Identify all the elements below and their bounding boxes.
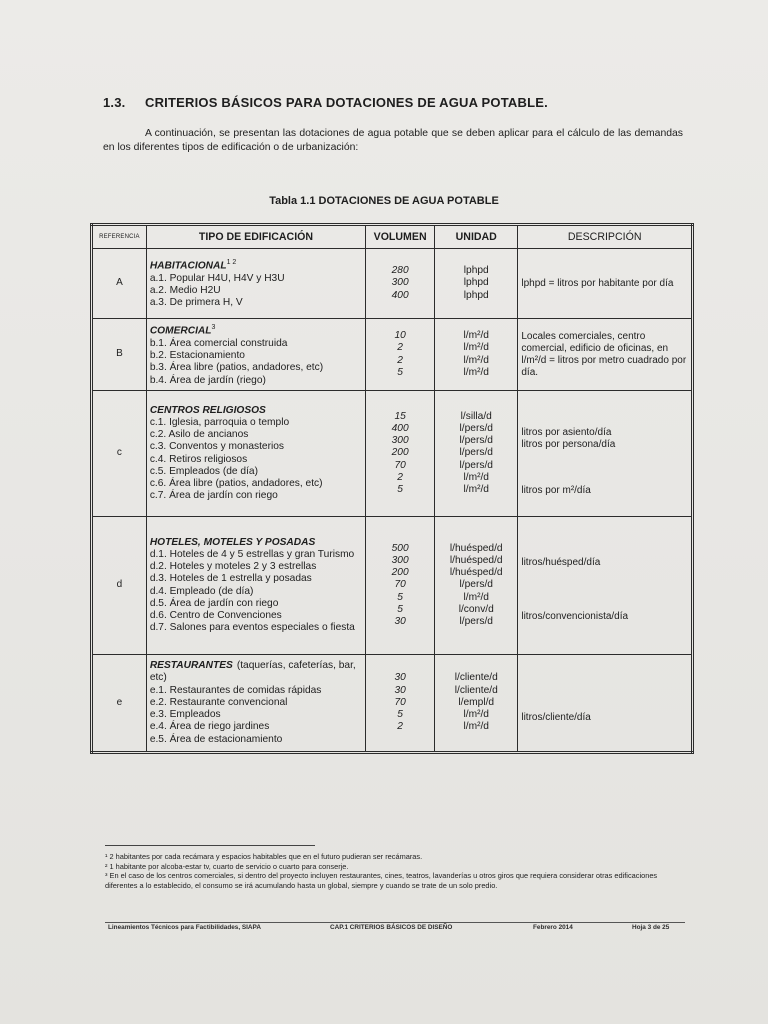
- volume-value: 2: [397, 342, 403, 354]
- description-text: l/m²/d = litros por metro cuadrado por día.: [521, 354, 687, 378]
- unit-value: lphpd: [463, 265, 489, 277]
- item-label: d.2. Hoteles y moteles 2 y 3 estrellas: [149, 561, 317, 573]
- row-volumen: [366, 391, 435, 517]
- dotaciones-table: [90, 223, 694, 754]
- unit-value: l/pers/d: [459, 616, 493, 627]
- footer-date: Febrero 2014: [533, 924, 573, 931]
- description-text: litros/cliente/día: [521, 712, 591, 723]
- volume-value: 70: [394, 696, 406, 708]
- category-name: COMERCIAL: [149, 325, 212, 337]
- row-volumen: [366, 249, 435, 319]
- description-text: litros por asiento/día: [521, 426, 612, 438]
- volume-value: 5: [397, 709, 403, 721]
- volume-value: 300: [391, 435, 409, 447]
- volume-value: 400: [391, 422, 409, 434]
- category-suffix: (taquerías, cafeterías, bar, etc): [149, 660, 356, 684]
- unit-value: l/huésped/d: [449, 554, 503, 566]
- header-descripcion: DESCRIPCIÓN: [518, 225, 693, 249]
- row-descripcion: [518, 517, 693, 655]
- table-row: [92, 319, 693, 391]
- footnote: ³ En el caso de los centros comerciales, si dentro del proyecto incluyen restaurantes, cines, teatros, lavanderías u otros giros que requiera considerar otras edificaciones diferentes a lo establecido, el consumo se irá acumulando hasta un global, siempre y cuando se trate de un solo predio.: [105, 871, 658, 890]
- footnotes: [105, 852, 690, 890]
- header-referencia: REFERENCIA: [92, 225, 147, 249]
- item-label: b.2. Estacionamiento: [149, 350, 245, 362]
- item-label: c.1. Iglesia, parroquia o templo: [149, 416, 290, 428]
- item-label: c.4. Retiros religiosos: [149, 453, 248, 465]
- unit-value: l/m²/d: [463, 330, 489, 342]
- volume-value: 70: [394, 579, 406, 591]
- item-label: c.2. Asilo de ancianos: [149, 429, 249, 441]
- unit-value: lphpd: [463, 289, 489, 301]
- volume-value: 280: [391, 265, 409, 277]
- volume-value: 5: [397, 366, 403, 378]
- category-name: CENTROS RELIGIOSOS: [149, 404, 266, 416]
- category-name: RESTAURANTES: [149, 660, 233, 672]
- unit-value: l/m²/d: [463, 342, 489, 354]
- description-text: litros/huésped/día: [521, 556, 601, 568]
- item-label: e.4. Área de riego jardines: [149, 721, 270, 733]
- item-label: d.5. Área de jardín con riego: [149, 597, 279, 609]
- item-label: e.5. Área de estacionamiento: [149, 733, 283, 745]
- unit-value: l/huésped/d: [449, 542, 503, 554]
- volume-value: 5: [397, 603, 403, 615]
- category-line: [150, 537, 362, 549]
- footer-center: CAP.1 CRITERIOS BÁSICOS DE DISEÑO: [330, 924, 453, 931]
- table-row: [92, 655, 693, 753]
- section-number: 1.3.: [103, 95, 126, 110]
- row-tipo: [146, 391, 365, 517]
- volume-value: 200: [391, 567, 409, 579]
- row-descripcion: [518, 391, 693, 517]
- description-text: litros/convencionista/día: [521, 610, 629, 622]
- category-name: HOTELES, MOTELES Y POSADAS: [149, 536, 316, 548]
- item-label: b.1. Área comercial construida: [149, 337, 288, 349]
- item-label: c.6. Área libre (patios, andadores, etc): [149, 477, 323, 489]
- volume-value: 300: [391, 277, 409, 289]
- unit-value: l/m²/d: [463, 354, 489, 366]
- unit-value: l/pers/d: [459, 459, 493, 471]
- category-line: [150, 405, 362, 417]
- row-unidad: [435, 249, 518, 319]
- category-name: HABITACIONAL: [149, 260, 227, 272]
- volume-value: 10: [394, 330, 406, 342]
- item-label: d.1. Hoteles de 4 y 5 estrellas y gran Turismo: [149, 548, 355, 560]
- row-reference: e: [92, 655, 147, 753]
- volume-value: 2: [397, 721, 403, 733]
- unit-value: lphpd: [463, 277, 489, 289]
- row-tipo: [146, 517, 365, 655]
- item-label: d.7. Salones para eventos especiales o fiesta: [149, 622, 355, 634]
- volume-value: 70: [394, 459, 406, 471]
- section-heading: [103, 95, 548, 110]
- unit-value: l/pers/d: [459, 435, 493, 447]
- row-descripcion: [518, 319, 693, 391]
- row-tipo: [146, 249, 365, 319]
- unit-value: l/cliente/d: [454, 672, 498, 684]
- row-volumen: [366, 655, 435, 753]
- volume-value: 30: [394, 672, 406, 684]
- header-volumen: VOLUMEN: [366, 225, 435, 249]
- unit-value: l/m²/d: [463, 471, 489, 483]
- description-text: Locales comerciales, centro comercial, edificio de oficinas, en: [521, 330, 669, 354]
- volume-value: 400: [391, 289, 409, 301]
- footnote: ¹ 2 habitantes por cada recámara y espacios habitables que en el futuro pudieran ser recámaras.: [105, 852, 423, 861]
- table-row: [92, 391, 693, 517]
- item-label: a.2. Medio H2U: [149, 285, 221, 297]
- footnote-rule: [105, 845, 315, 846]
- volume-value: 500: [391, 542, 409, 554]
- footer-rule: [105, 922, 685, 923]
- row-reference: d: [92, 517, 147, 655]
- item-label: a.3. De primera H, V: [149, 297, 243, 309]
- item-label: d.3. Hoteles de 1 estrella y posadas: [149, 573, 312, 585]
- row-unidad: [435, 391, 518, 517]
- description-text: litros por m²/día: [521, 484, 591, 496]
- unit-value: l/pers/d: [459, 447, 493, 459]
- unit-value: l/m²/d: [463, 591, 489, 603]
- volume-value: 15: [394, 410, 406, 422]
- item-label: d.4. Empleado (de día): [149, 585, 254, 597]
- header-unidad: UNIDAD: [435, 225, 518, 249]
- item-label: d.6. Centro de Convenciones: [149, 609, 282, 621]
- unit-value: l/pers/d: [459, 579, 493, 591]
- item-label: b.4. Área de jardín (riego): [149, 374, 266, 386]
- header-tipo: TIPO DE EDIFICACIÓN: [146, 225, 365, 249]
- item-label: e.2. Restaurante convencional: [149, 696, 288, 708]
- description-text: litros por persona/día: [521, 438, 616, 450]
- footer-page: Hoja 3 de 25: [632, 924, 670, 931]
- category-footnote-ref: 3: [211, 324, 216, 332]
- unit-value: l/conv/d: [458, 603, 494, 615]
- row-unidad: [435, 319, 518, 391]
- row-descripcion: [518, 249, 693, 319]
- volume-value: 2: [397, 354, 403, 366]
- footnote: ² 1 habitante por alcoba-estar tv, cuarto de servicio o cuarto para conserje.: [105, 861, 349, 871]
- unit-value: l/m²/d: [463, 709, 489, 721]
- item-label: c.3. Conventos y monasterios: [149, 441, 285, 453]
- category-line: [150, 322, 362, 338]
- intro-text: A continuación, se presentan las dotaciones de agua potable que se deben aplicar para el cálculo de las demandas en los diferentes tipos de edificación o de urbanización:: [103, 128, 683, 153]
- row-reference: c: [92, 391, 147, 517]
- category-line: [150, 257, 362, 273]
- row-unidad: [435, 655, 518, 753]
- item-label: e.3. Empleados: [149, 709, 221, 721]
- table-row: [92, 517, 693, 655]
- table-row: [92, 249, 693, 319]
- volume-value: 30: [394, 616, 406, 627]
- row-reference: B: [92, 319, 147, 391]
- unit-value: l/empl/d: [458, 696, 495, 708]
- row-tipo: [146, 655, 365, 753]
- volume-value: 5: [397, 484, 403, 495]
- row-volumen: [366, 517, 435, 655]
- table-title: Tabla 1.1 DOTACIONES DE AGUA POTABLE: [269, 195, 499, 207]
- table-header-row: [92, 225, 693, 249]
- unit-value: l/huésped/d: [449, 567, 503, 579]
- row-reference: A: [92, 249, 147, 319]
- row-tipo: [146, 319, 365, 391]
- description-text: lphpd = litros por habitante por día: [521, 277, 674, 289]
- section-title: CRITERIOS BÁSICOS PARA DOTACIONES DE AGUA POTABLE.: [145, 95, 548, 110]
- item-label: c.5. Empleados (de día): [149, 465, 258, 477]
- item-label: c.7. Área de jardín con riego: [149, 490, 278, 502]
- volume-value: 5: [397, 591, 403, 603]
- unit-value: l/cliente/d: [454, 684, 498, 696]
- volume-value: 200: [391, 447, 409, 459]
- category-line: [150, 660, 362, 684]
- item-label: a.1. Popular H4U, H4V y H3U: [149, 272, 285, 284]
- unit-value: l/m²/d: [463, 484, 489, 495]
- item-label: b.3. Área libre (patios, andadores, etc): [149, 362, 324, 374]
- unit-value: l/m²/d: [463, 721, 489, 733]
- item-label: e.1. Restaurantes de comidas rápidas: [149, 684, 322, 696]
- volume-value: 300: [391, 554, 409, 566]
- unit-value: l/pers/d: [459, 422, 493, 434]
- intro-paragraph: [103, 127, 683, 155]
- row-unidad: [435, 517, 518, 655]
- unit-value: l/silla/d: [460, 410, 492, 422]
- volume-value: 2: [397, 471, 403, 483]
- table-body: [92, 249, 693, 753]
- category-footnote-ref: 1 2: [226, 259, 237, 267]
- row-descripcion: [518, 655, 693, 753]
- row-volumen: [366, 319, 435, 391]
- volume-value: 30: [394, 684, 406, 696]
- unit-value: l/m²/d: [463, 366, 489, 378]
- footer-left: Lineamientos Técnicos para Factibilidades, SIAPA: [108, 924, 261, 931]
